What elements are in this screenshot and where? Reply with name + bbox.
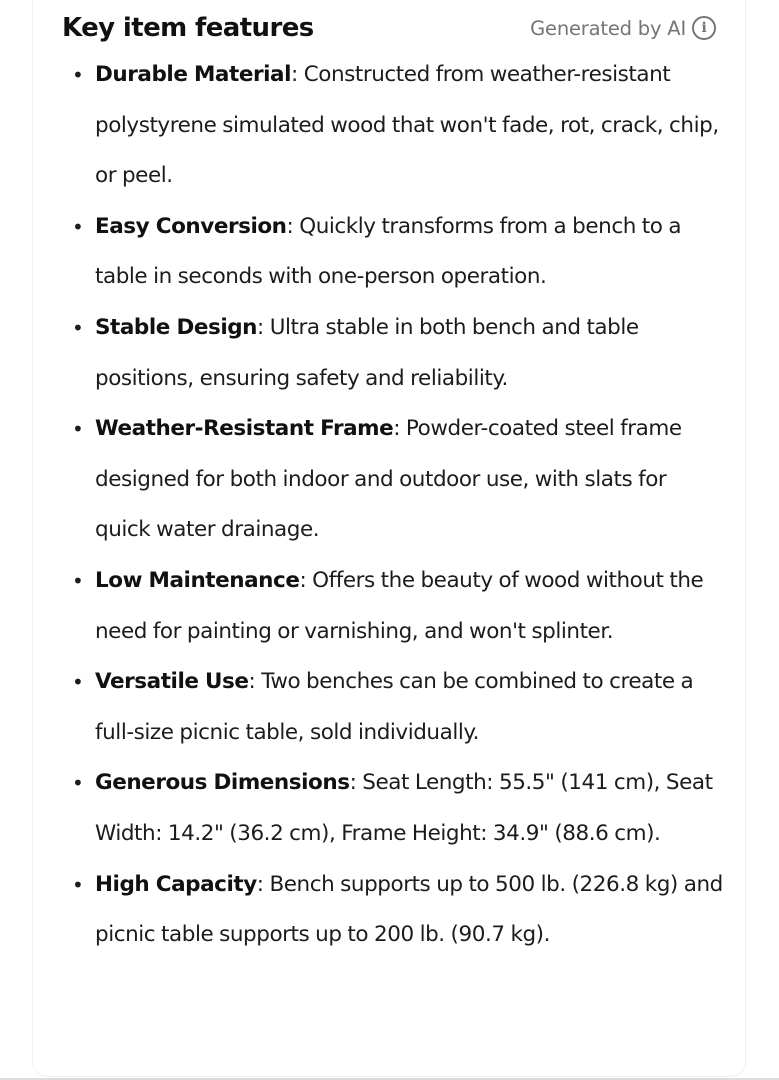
feature-description: Bench supports up to 500 lb. (226.8 kg) and picnic table supports up to 200 lb. (90.7 kg). xyxy=(95,871,723,948)
bullet-icon: • xyxy=(72,214,84,239)
feature-separator: : xyxy=(291,62,298,87)
generated-by-ai-label: Generated by AI xyxy=(530,16,686,40)
feature-item-high-capacity xyxy=(64,860,724,961)
bullet-icon: • xyxy=(72,63,84,87)
feature-name: Generous Dimensions xyxy=(95,770,350,796)
feature-name: Weather-Resistant Frame xyxy=(95,416,394,442)
feature-description: Offers the beauty of wood without the need for painting or varnishing, and won't splinter. xyxy=(95,567,704,644)
bullet-icon: • xyxy=(72,771,84,796)
feature-description: Ultra stable in both bench and table positions, ensuring safety and reliability. xyxy=(95,314,639,391)
feature-item-stable-design xyxy=(64,303,724,404)
feature-name: Versatile Use xyxy=(95,669,249,695)
generated-by-ai-badge[interactable] xyxy=(530,16,716,40)
feature-item-easy-conversion xyxy=(64,202,724,303)
feature-separator: : xyxy=(299,567,307,593)
key-features-header xyxy=(62,10,716,46)
bullet-icon: • xyxy=(72,417,84,442)
bullet-icon: • xyxy=(72,315,84,340)
feature-description: Quickly transforms from a bench to a table in seconds with one-person operation. xyxy=(95,213,682,290)
feature-item-versatile-use xyxy=(64,657,724,758)
feature-separator: : xyxy=(393,416,401,442)
feature-item-generous-dimensions xyxy=(64,758,724,859)
feature-item-weather-resistant-frame xyxy=(64,404,724,556)
feature-description: Powder-coated steel frame designed for both indoor and outdoor use, with slats for quick water drainage. xyxy=(95,416,682,543)
feature-item-durable-material xyxy=(64,50,724,202)
feature-separator: : xyxy=(257,314,264,340)
feature-separator: : xyxy=(349,770,357,796)
bullet-icon: • xyxy=(72,872,84,897)
section-title: Key item features xyxy=(62,13,314,43)
feature-name: Easy Conversion xyxy=(95,213,287,239)
feature-name: Low Maintenance xyxy=(95,567,300,593)
feature-description: Seat Length: 55.5" (141 cm), Seat Width: 14.2" (36.2 cm), Frame Height: 34.9" (88.6 cm). xyxy=(95,770,713,846)
feature-description: Two benches can be combined to create a full-size picnic table, sold individually. xyxy=(95,669,694,745)
feature-separator: : xyxy=(248,669,256,695)
feature-separator: : xyxy=(286,213,294,239)
bullet-icon: • xyxy=(72,568,84,593)
feature-name: Stable Design xyxy=(95,314,258,340)
feature-item-low-maintenance xyxy=(64,556,724,657)
bullet-icon: • xyxy=(72,670,84,695)
feature-name: Durable Material xyxy=(95,62,292,87)
features-list xyxy=(64,50,724,961)
feature-name: High Capacity xyxy=(95,871,257,897)
feature-separator: : xyxy=(256,871,264,897)
info-icon[interactable]: i xyxy=(692,16,716,40)
feature-description: Constructed from weather-resistant polystyrene simulated wood that won't fade, rot, crack, chip, or peel. xyxy=(95,62,719,189)
